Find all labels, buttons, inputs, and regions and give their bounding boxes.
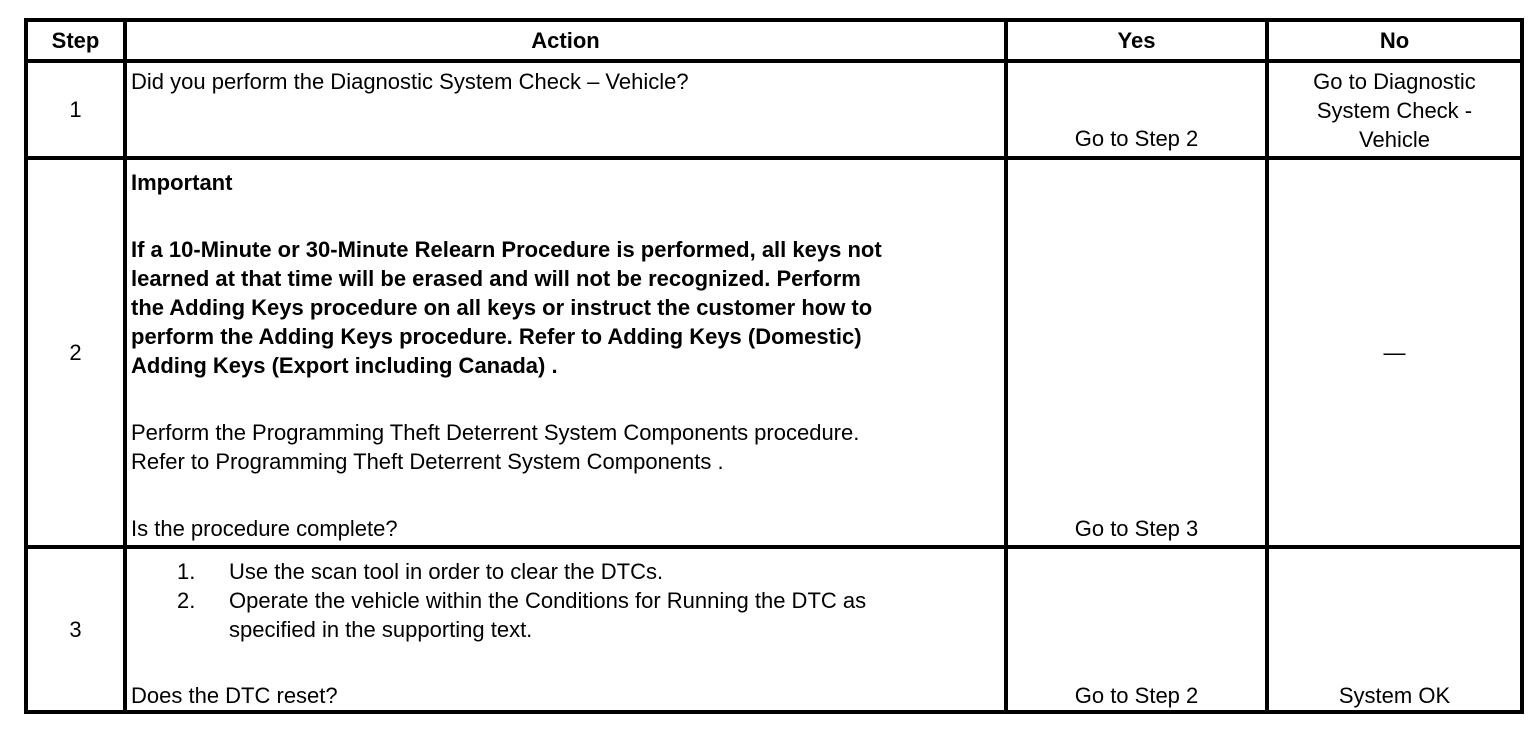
- yes-cell: [1008, 63, 1265, 156]
- yes-cell: [1008, 160, 1265, 545]
- important-note-line: perform the Adding Keys procedure. Refer to Adding Keys (Domestic): [131, 324, 862, 349]
- header-action: Action: [531, 28, 600, 53]
- action-text: Did you perform the Diagnostic System Check – Vehicle?: [131, 69, 689, 94]
- list-item: [127, 557, 1004, 586]
- step-number: 2: [69, 340, 82, 365]
- no-cell: [1269, 549, 1520, 710]
- question-text: Does the DTC reset?: [131, 683, 338, 708]
- row-divider: [28, 59, 1520, 63]
- important-note: [131, 235, 1004, 380]
- no-cell[interactable]: [1269, 67, 1520, 156]
- important-note-line: If a 10-Minute or 30-Minute Relearn Procedure is performed, all keys not: [131, 237, 882, 262]
- list-item-number: 2.: [177, 588, 196, 613]
- header-step: Step: [51, 28, 100, 53]
- ordered-list: [127, 557, 1004, 644]
- yes-link[interactable]: Go to Step 3: [1074, 516, 1199, 541]
- header-no: No: [1379, 28, 1410, 53]
- yes-cell: [1008, 549, 1265, 710]
- no-text: System OK: [1338, 683, 1451, 708]
- list-item-number: 1.: [177, 559, 196, 584]
- important-title: Important: [131, 170, 233, 195]
- list-item-line: Use the scan tool in order to clear the DTCs.: [229, 559, 664, 584]
- action-cell: [127, 160, 1004, 545]
- important-note-line: Adding Keys (Export including Canada) .: [131, 353, 558, 378]
- instruction: [131, 418, 1004, 476]
- header-yes: Yes: [1117, 28, 1156, 53]
- instruction-line: Perform the Programming Theft Deterrent System Components procedure.: [131, 420, 860, 445]
- action-cell: [127, 549, 1004, 710]
- yes-link[interactable]: Go to Step 2: [1074, 683, 1199, 708]
- diagnostic-table: [24, 18, 1524, 714]
- no-text-line: Vehicle: [1359, 127, 1430, 152]
- yes-link[interactable]: Go to Step 2: [1074, 126, 1199, 151]
- step-number: 1: [69, 97, 82, 122]
- no-cell: —: [1383, 340, 1406, 365]
- list-item-line: Operate the vehicle within the Conditions for Running the DTC as: [229, 588, 867, 613]
- important-note-line: learned at that time will be erased and will not be recognized. Perform: [131, 266, 861, 291]
- step-number: 3: [69, 617, 82, 642]
- important-note-line: the Adding Keys procedure on all keys or instruct the customer how to: [131, 295, 873, 320]
- instruction-line: Refer to Programming Theft Deterrent System Components .: [131, 449, 724, 474]
- list-item: [127, 586, 1004, 644]
- question-text: Is the procedure complete?: [131, 516, 398, 541]
- no-text-line: System Check -: [1316, 98, 1473, 123]
- list-item-line: specified in the supporting text.: [229, 617, 533, 642]
- action-cell: [127, 67, 1004, 156]
- no-text-line: Go to Diagnostic: [1313, 69, 1476, 94]
